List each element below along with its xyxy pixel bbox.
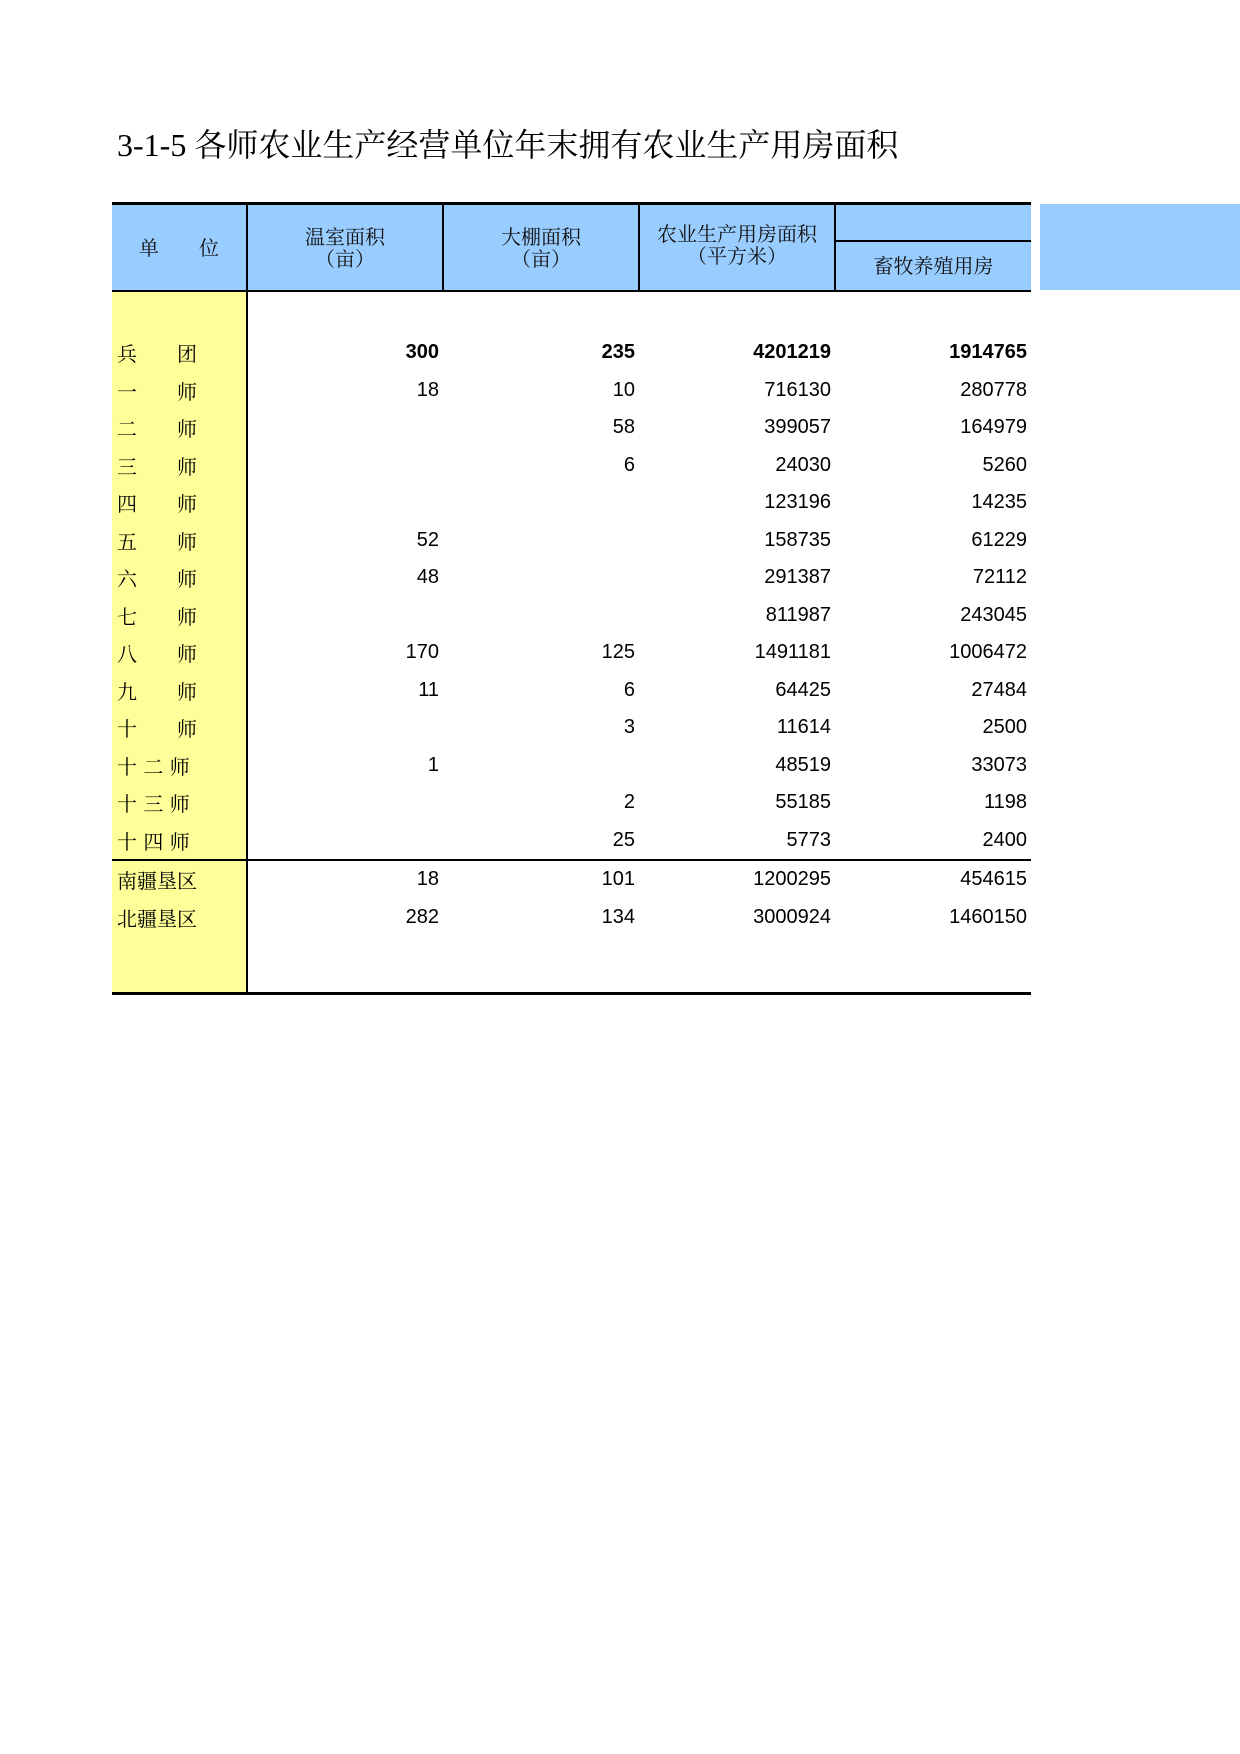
cell-building: 3000924 <box>753 905 831 928</box>
cell-greenhouse: 1 <box>427 753 439 776</box>
cell-shed <box>443 747 639 785</box>
header-band-extension <box>1040 204 1240 290</box>
cell-building: 811987 <box>765 603 831 626</box>
cell-livestock: 2400 <box>982 828 1027 851</box>
cell-livestock: 280778 <box>960 378 1027 401</box>
row-unit: 三 师 <box>112 447 247 485</box>
cell-building: 399057 <box>764 416 831 439</box>
header-livestock-label: 畜牧养殖用房 <box>873 254 994 278</box>
cell-building: 64425 <box>775 678 831 701</box>
cell-livestock: 164979 <box>960 416 1027 439</box>
row-unit: 十 师 <box>112 709 247 747</box>
table-row-total <box>112 334 1031 372</box>
table-row <box>112 784 1031 822</box>
table-row <box>112 372 1031 410</box>
table-row <box>112 409 1031 447</box>
cell-livestock: 14235 <box>971 491 1027 514</box>
cell-greenhouse: 300 <box>405 341 439 364</box>
row-unit: 五 师 <box>112 522 247 560</box>
cell-greenhouse: 18 <box>416 378 439 401</box>
cell-livestock: 61229 <box>971 528 1027 551</box>
cell-shed: 3 <box>623 716 635 739</box>
cell-livestock: 1198 <box>983 791 1027 814</box>
table-row <box>112 447 1031 485</box>
cell-livestock: 454615 <box>835 860 1031 899</box>
header-greenhouse-unit: （亩） <box>315 246 375 271</box>
cell-shed <box>443 484 639 522</box>
header-greenhouse-label: 温室面积 <box>305 224 385 249</box>
cell-shed: 6 <box>623 453 635 476</box>
cell-shed: 235 <box>601 341 635 364</box>
row-unit: 四 师 <box>112 484 247 522</box>
row-unit: 十 二 师 <box>112 747 247 785</box>
cell-livestock: 72112 <box>972 566 1027 589</box>
row-unit: 兵 团 <box>112 334 247 372</box>
header-unit <box>112 204 247 292</box>
cell-building: 716130 <box>764 378 831 401</box>
cell-shed: 25 <box>612 828 635 851</box>
header-livestock <box>835 241 1031 291</box>
cell-shed <box>443 559 639 597</box>
table-row <box>112 634 1031 672</box>
cell-greenhouse <box>247 484 443 522</box>
row-unit: 七 师 <box>112 597 247 635</box>
cell-greenhouse <box>247 784 443 822</box>
cell-shed: 6 <box>623 678 635 701</box>
table-row <box>112 672 1031 710</box>
cell-building: 4201219 <box>753 341 831 364</box>
cell-livestock: 1460150 <box>949 905 1027 928</box>
cell-building: 5773 <box>786 828 831 851</box>
row-unit: 六 师 <box>112 559 247 597</box>
cell-livestock: 1914765 <box>949 341 1027 364</box>
header-shed-label: 大棚面积 <box>501 224 581 249</box>
cell-livestock: 243045 <box>960 603 1027 626</box>
table-row <box>112 522 1031 560</box>
table-row <box>112 559 1031 597</box>
cell-shed: 134 <box>601 905 635 928</box>
table-row-region <box>112 899 1031 937</box>
cell-shed: 101 <box>443 860 639 899</box>
cell-livestock: 2500 <box>982 716 1027 739</box>
cell-building: 291387 <box>764 566 831 589</box>
cell-livestock: 33073 <box>971 753 1027 776</box>
header-building-sub-blank <box>835 204 1031 242</box>
header-unit-label: 单 位 <box>139 235 219 260</box>
cell-shed: 2 <box>623 791 635 814</box>
cell-greenhouse <box>247 597 443 635</box>
table-bottom-row <box>112 936 1031 994</box>
cell-greenhouse <box>247 822 443 861</box>
row-unit: 二 师 <box>112 409 247 447</box>
cell-greenhouse: 52 <box>416 528 439 551</box>
header-shed <box>443 204 639 292</box>
cell-building: 24030 <box>775 453 831 476</box>
row-unit: 一 师 <box>112 372 247 410</box>
header-building-unit: （平方米） <box>687 244 787 268</box>
cell-building: 55185 <box>775 791 831 814</box>
table-row <box>112 597 1031 635</box>
table-row <box>112 709 1031 747</box>
cell-greenhouse <box>247 409 443 447</box>
row-unit: 九 师 <box>112 672 247 710</box>
header-greenhouse <box>247 204 443 292</box>
cell-greenhouse <box>247 447 443 485</box>
table-row <box>112 822 1031 861</box>
page-title: 3-1-5 各师农业生产经营单位年末拥有农业生产用房面积 <box>117 127 899 163</box>
cell-building: 48519 <box>775 753 831 776</box>
cell-shed <box>443 522 639 560</box>
header-shed-unit: （亩） <box>511 246 571 271</box>
cell-greenhouse: 11 <box>418 678 439 701</box>
row-unit: 八 师 <box>112 634 247 672</box>
cell-greenhouse: 282 <box>405 905 439 928</box>
cell-shed: 10 <box>612 378 635 401</box>
cell-livestock: 1006472 <box>949 641 1027 664</box>
cell-building: 158735 <box>764 528 831 551</box>
row-unit: 南疆垦区 <box>112 860 247 899</box>
cell-greenhouse: 170 <box>405 641 439 664</box>
row-unit: 北疆垦区 <box>112 899 247 937</box>
cell-shed: 125 <box>601 641 635 664</box>
cell-building: 123196 <box>764 491 831 514</box>
cell-shed <box>443 597 639 635</box>
cell-greenhouse: 48 <box>416 566 439 589</box>
cell-greenhouse: 18 <box>247 860 443 899</box>
cell-livestock: 27484 <box>971 678 1027 701</box>
cell-shed: 58 <box>612 416 635 439</box>
spacer-row <box>112 291 1031 334</box>
row-unit: 十 三 师 <box>112 784 247 822</box>
cell-livestock: 5260 <box>982 453 1027 476</box>
header-building-label: 农业生产用房面积 <box>657 222 817 246</box>
cell-building: 1491181 <box>754 641 831 664</box>
data-table <box>112 202 1031 995</box>
header-row-top <box>112 204 1031 242</box>
table-row <box>112 484 1031 522</box>
header-building <box>639 204 835 292</box>
table-row <box>112 747 1031 785</box>
cell-building: 11614 <box>776 716 831 739</box>
cell-building: 1200295 <box>639 860 835 899</box>
row-unit: 十 四 师 <box>112 822 247 861</box>
cell-greenhouse <box>247 709 443 747</box>
table-row-region <box>112 860 1031 899</box>
